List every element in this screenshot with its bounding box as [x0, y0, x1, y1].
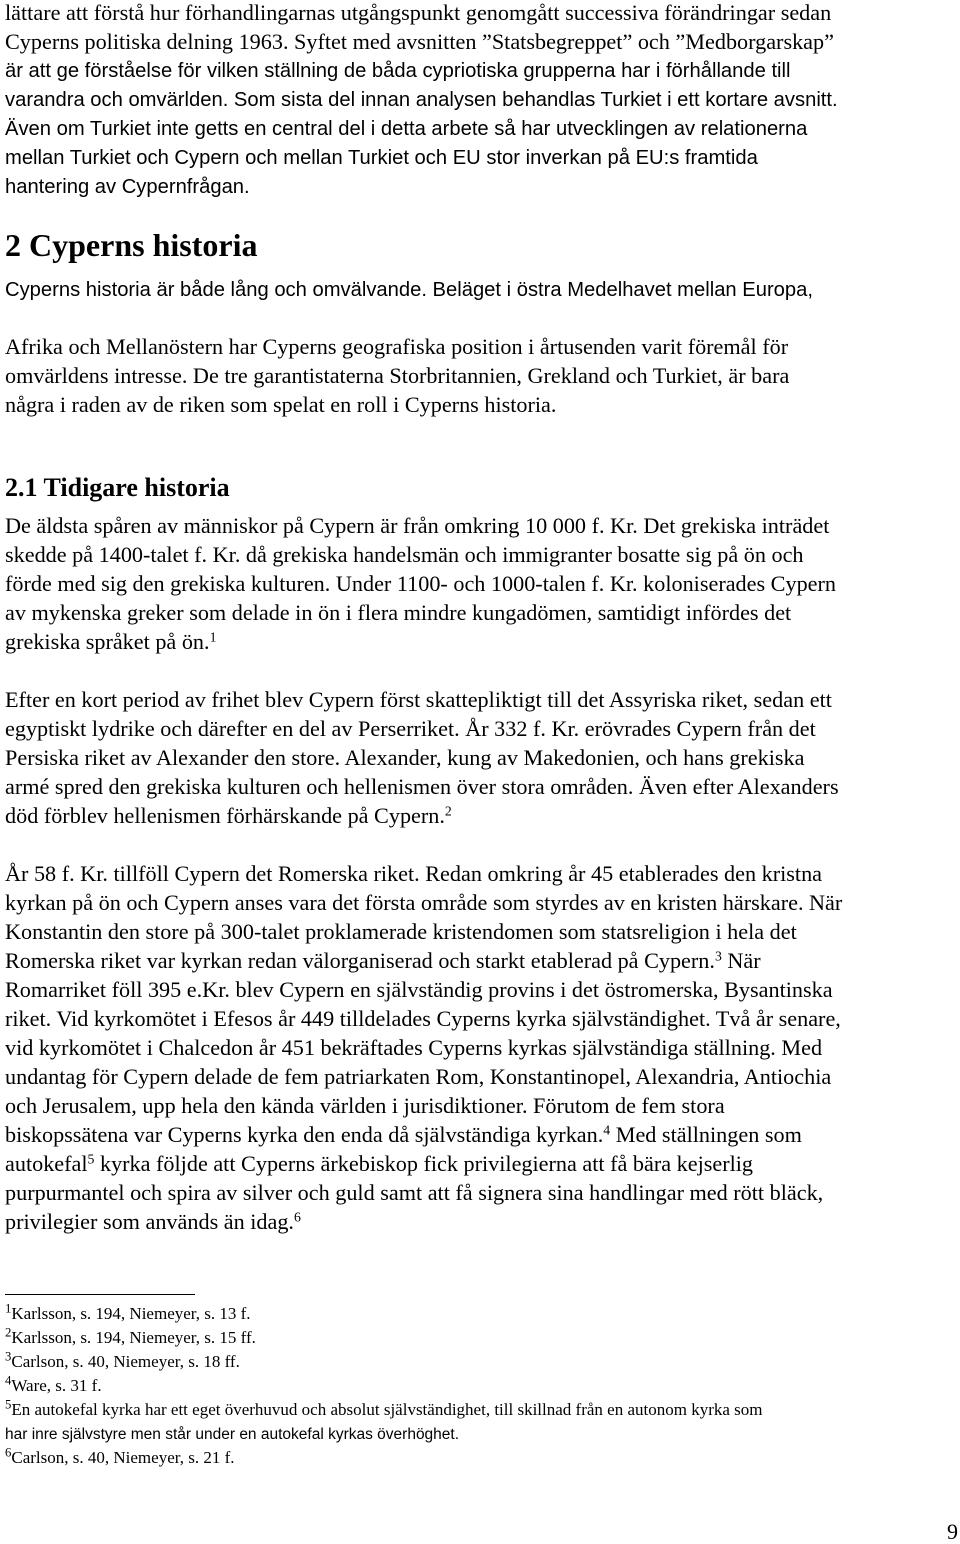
text-line: Romarriket föll 395 e.Kr. blev Cypern en självständig provins i det östromerska, Bysantinska	[5, 977, 833, 1002]
footnote-number: 3	[5, 1349, 12, 1364]
footnote-ref[interactable]: 3	[714, 948, 722, 964]
footnote-ref[interactable]: 2	[444, 803, 452, 819]
footnote-text: Karlsson, s. 194, Niemeyer, s. 15 ff.	[11, 1328, 256, 1347]
footnote-continuation: har inre självstyre men står under en autokefal kyrkas överhöghet.	[5, 1426, 460, 1443]
text-line: egyptiskt lydrike och därefter en del av Perserriket. År 332 f. Kr. erövrades Cypern från det	[5, 716, 816, 741]
footnote-text: En autokefal kyrka har ett eget överhuvud och absolut självständighet, till skillnad från en autonom kyrka som	[11, 1400, 763, 1419]
text-segment: autokefal	[5, 1151, 88, 1176]
text-line: förde med sig den grekiska kulturen. Under 1100- och 1000-talen f. Kr. koloniserades Cypern	[5, 571, 836, 596]
text-line: och Jerusalem, upp hela den kända världen i jurisdiktioner. Förutom de fem stora	[5, 1093, 725, 1118]
footnote	[5, 1349, 240, 1371]
footnote-separator	[5, 1294, 195, 1295]
text-line: kyrkan på ön och Cypern anses vara det första område som styrdes av en kristen härskare. När	[5, 890, 843, 915]
footnote-text: Carlson, s. 40, Niemeyer, s. 18 ff.	[11, 1352, 240, 1371]
text-line: riket. Vid kyrkomötet i Efesos år 449 tilldelades Cyperns kyrka självständighet. Två år senare,	[5, 1006, 841, 1031]
text-line	[5, 631, 216, 653]
footnote	[5, 1397, 763, 1419]
text-line: är att ge förståelse för vilken ställning de båda cypriotiska grupperna har i förhållande till	[5, 60, 791, 82]
text-line: av mykenska greker som delade in ön i flera mindre kungadömen, samtidigt infördes det	[5, 600, 792, 625]
text-line: År 58 f. Kr. tillföll Cypern det Romerska riket. Redan omkring år 45 etablerades den kristna	[5, 861, 823, 886]
text-line	[5, 1153, 753, 1175]
subsection-heading: 2.1 Tidigare historia	[5, 473, 230, 502]
footnote-number: 5	[5, 1397, 12, 1412]
text-line: Även om Turkiet inte getts en central del i detta arbete så har utvecklingen av relationerna	[5, 118, 808, 140]
text-line: armé spred den grekiska kulturen och hellenismen över stora områden. Även efter Alexanders	[5, 774, 839, 799]
text-line: Afrika och Mellanöstern har Cyperns geografiska position i årtusenden varit föremål för	[5, 334, 789, 359]
footnote-ref[interactable]: 5	[87, 1151, 95, 1167]
text-line: Persiska riket av Alexander den store. Alexander, kung av Makedonien, och hans grekiska	[5, 745, 805, 770]
text-line: hantering av Cypernfrågan.	[5, 176, 250, 198]
text-segment: kyrka följde att Cyperns ärkebiskop fick privilegierna att få bära kejserlig	[94, 1151, 754, 1176]
text-line: mellan Turkiet och Cypern och mellan Turkiet och EU stor inverkan på EU:s framtida	[5, 147, 758, 169]
page-number: 9	[947, 1519, 958, 1544]
text-line: några i raden av de riken som spelat en roll i Cyperns historia.	[5, 392, 557, 417]
text-line	[5, 805, 452, 827]
section-heading: 2 Cyperns historia	[5, 227, 258, 263]
footnote	[5, 1301, 251, 1323]
footnote-text: Karlsson, s. 194, Niemeyer, s. 13 f.	[11, 1304, 251, 1323]
text-line: undantag för Cypern delade de fem patriarkaten Rom, Konstantinopel, Alexandria, Antiochia	[5, 1064, 832, 1089]
text-segment: död förblev hellenismen förhärskande på Cypern.	[5, 803, 445, 828]
footnote	[5, 1445, 235, 1467]
text-segment: Romerska riket var kyrkan redan välorganiserad och starkt etablerad på Cypern.	[5, 948, 715, 973]
text-line: purpurmantel och spira av silver och guld samt att få signera sina handlingar med rött bläck,	[5, 1180, 824, 1205]
text-line: skedde på 1400-talet f. Kr. då grekiska handelsmän och immigranter bosatte sig på ön och	[5, 542, 804, 567]
text-line: omvärldens intresse. De tre garantistaterna Storbritannien, Grekland och Turkiet, är bara	[5, 363, 790, 388]
footnote-number: 4	[5, 1373, 12, 1388]
text-segment: biskopssätena var Cyperns kyrka den enda då självständiga kyrkan.	[5, 1122, 604, 1147]
text-line: Cyperns politiska delning 1963. Syftet med avsnitten ”Statsbegreppet” och ”Medborgarskap”	[5, 29, 834, 54]
text-line: Konstantin den store på 300-talet proklamerade kristendomen som statsreligion i hela det	[5, 919, 797, 944]
footnote-number: 1	[5, 1301, 12, 1316]
text-segment: När	[721, 948, 761, 973]
text-line: Efter en kort period av frihet blev Cypern först skattepliktigt till det Assyriska riket, sedan ett	[5, 687, 832, 712]
text-line	[5, 950, 761, 972]
text-line: lättare att förstå hur förhandlingarnas utgångspunkt genomgått successiva förändringar sedan	[5, 0, 832, 25]
text-segment: privilegier som används än idag.	[5, 1209, 294, 1234]
text-line	[5, 1124, 802, 1146]
text-line: vid kyrkomötet i Chalcedon år 451 bekräftades Cyperns kyrkas självständiga ställning. Med	[5, 1035, 823, 1060]
footnote-ref[interactable]: 6	[293, 1209, 301, 1225]
footnote-number: 2	[5, 1325, 12, 1340]
text-line: De äldsta spåren av människor på Cypern är från omkring 10 000 f. Kr. Det grekiska inträdet	[5, 513, 830, 538]
footnote	[5, 1325, 256, 1347]
footnote-text: Ware, s. 31 f.	[11, 1376, 102, 1395]
text-segment: Med ställningen som	[610, 1122, 802, 1147]
footnote-ref[interactable]: 1	[209, 629, 217, 645]
footnote-number: 6	[5, 1445, 12, 1460]
text-segment: grekiska språket på ön.	[5, 629, 210, 654]
text-line: Cyperns historia är både lång och omvälvande. Beläget i östra Medelhavet mellan Europa,	[5, 279, 813, 301]
footnote-text: Carlson, s. 40, Niemeyer, s. 21 f.	[11, 1448, 235, 1467]
text-line	[5, 1211, 301, 1233]
footnote	[5, 1373, 102, 1395]
text-line: varandra och omvärlden. Som sista del innan analysen behandlas Turkiet i ett kortare avsnitt.	[5, 89, 838, 111]
footnote-ref[interactable]: 4	[603, 1122, 611, 1138]
